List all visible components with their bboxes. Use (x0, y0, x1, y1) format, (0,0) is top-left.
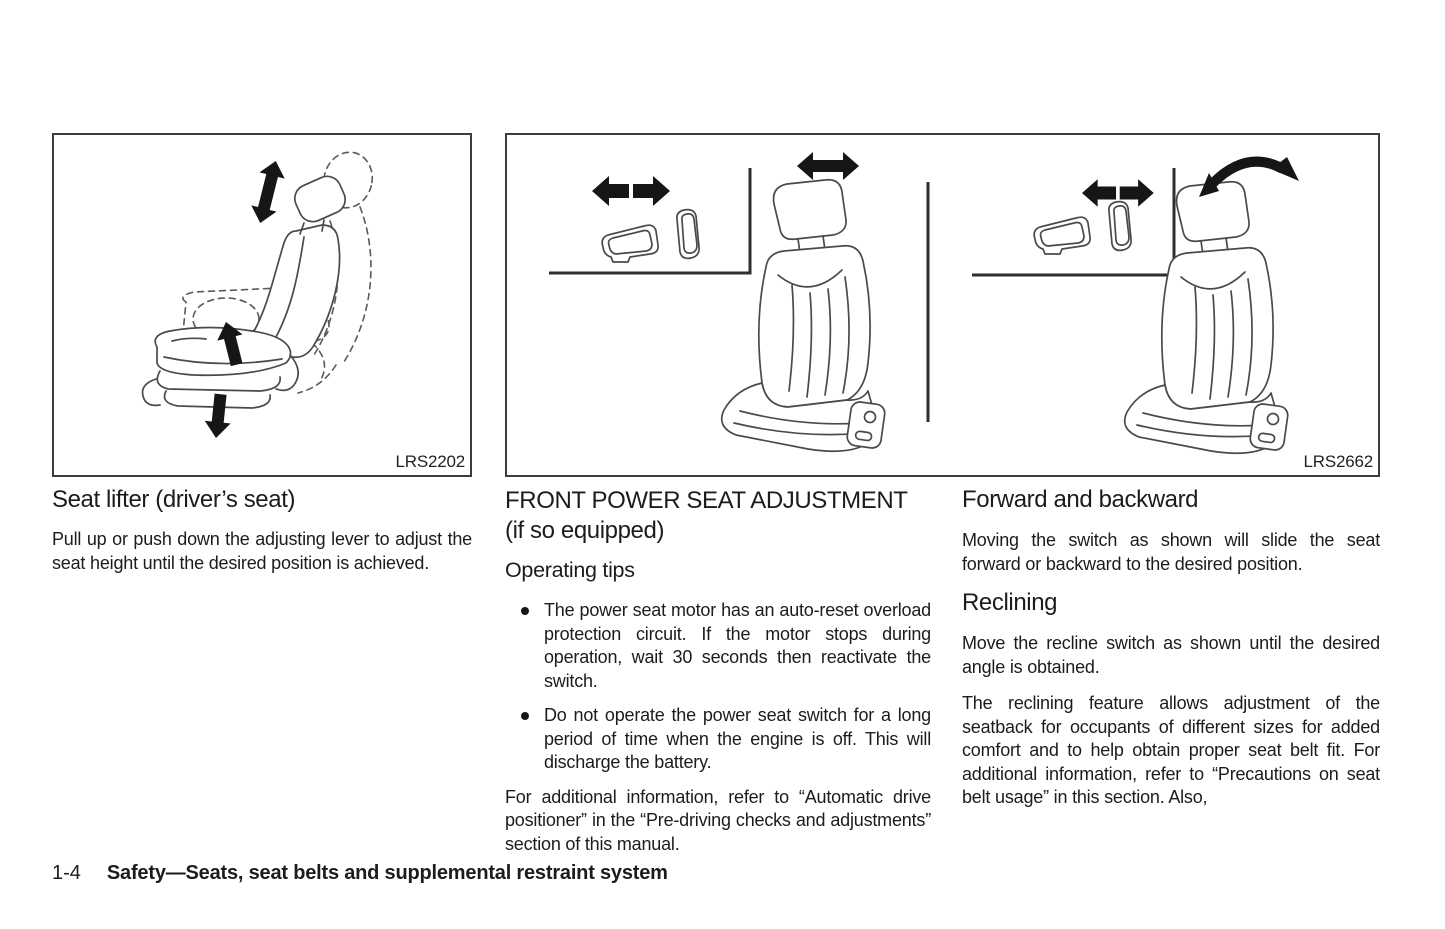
page-number: 1-4 (52, 862, 81, 884)
recline-arc-arrow-icon (1199, 157, 1299, 197)
inset-bracket (549, 168, 750, 273)
heading-seat-lifter: Seat lifter (driver’s seat) (52, 486, 296, 513)
panel-reclining (972, 157, 1299, 453)
heading-line1: FRONT POWER SEAT ADJUSTMENT (505, 487, 908, 514)
operating-tips-list (505, 599, 931, 775)
reclining-body-1: Move the recline switch as shown until the desired angle is obtained. (962, 633, 1380, 677)
figure-code-lrs2202: LRS2202 (395, 452, 465, 471)
reclining-body-2: The reclining feature allows adjustment of the seatback for occupants of different sizes for added comfort and to help obtain proper seat belt fit. For additional information, refer to “Precautions on seat belt usage” in this section. Also, (962, 693, 1380, 807)
section-title: Safety—Seats, seat belts and supplemental restraint system (106, 862, 668, 884)
slide-arrows-icon (592, 176, 670, 206)
headrest-slide-arrow-icon (797, 152, 859, 180)
seat-illustration-left (722, 180, 886, 451)
bullet-icon (521, 712, 529, 720)
list-item (505, 704, 931, 775)
power-seat-body: For additional information, refer to “Automatic drive positioner” in the “Pre-driving checks and adjustments” section of this manual. (505, 786, 931, 854)
power-seat-illustration (507, 135, 1378, 475)
down-arrow-icon (203, 393, 233, 439)
switch-icons (602, 210, 699, 262)
heading-forward-backward: Forward and backward (962, 486, 1199, 513)
heading-operating-tips: Operating tips (505, 558, 635, 582)
figure-power-seat (505, 133, 1380, 477)
switch-icons (1034, 202, 1131, 254)
figure-code-lrs2662: LRS2662 (1303, 452, 1373, 471)
column-seat-lifter (52, 486, 472, 588)
list-item (505, 599, 931, 693)
panel-forward-backward (549, 152, 886, 451)
seat-lifter-body: Pull up or push down the adjusting lever to adjust the seat height until the desired position is achieved. (52, 529, 472, 573)
column-adjustment-details (962, 486, 1380, 823)
page-footer (52, 862, 668, 885)
list-item-text: Do not operate the power seat switch for a long period of time when the engine is off. This will discharge the battery. (544, 705, 931, 772)
heading-line2: (if so equipped) (505, 517, 665, 544)
list-item-text: The power seat motor has an auto-reset overload protection circuit. If the motor stops during operation, wait 30 seconds then reactivate the switch. (544, 600, 931, 691)
heading-reclining: Reclining (962, 589, 1058, 616)
updown-arrow-icon (248, 158, 289, 226)
bullet-icon (521, 607, 529, 615)
seat-lifter-illustration (54, 135, 470, 475)
figure-seat-lifter (52, 133, 472, 477)
seat-illustration-right (1125, 182, 1289, 453)
column-power-seat (505, 486, 931, 869)
forward-backward-body: Moving the switch as shown will slide the seat forward or backward to the desired position. (962, 530, 1380, 574)
heading-front-power-seat (505, 486, 931, 546)
